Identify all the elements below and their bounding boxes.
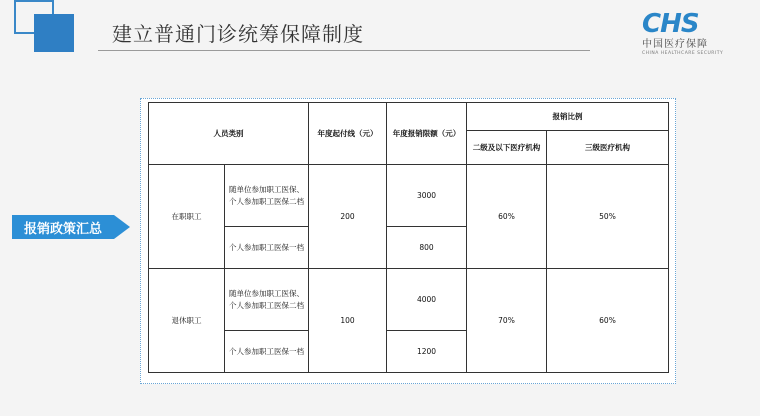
- limit-cell: 4000: [387, 269, 467, 331]
- header-category: 人员类别: [149, 103, 309, 165]
- reimbursement-table: [148, 102, 669, 373]
- ratio-level2-cell: 70%: [467, 269, 547, 373]
- filled-square: [34, 14, 74, 52]
- header-ratio-level2: 二级及以下医疗机构: [467, 131, 547, 165]
- category-cell: 退休职工: [149, 269, 225, 373]
- ratio-level3-cell: 50%: [547, 165, 669, 269]
- header-limit: 年度报销限额（元）: [387, 103, 467, 165]
- deductible-cell: 100: [309, 269, 387, 373]
- subcategory-cell: 个人参加职工医保一档: [225, 227, 309, 269]
- subcategory-cell: 随单位参加职工医保、个人参加职工医保二档: [225, 269, 309, 331]
- ratio-level3-cell: 60%: [547, 269, 669, 373]
- deductible-cell: 200: [309, 165, 387, 269]
- brand-name-cn: 中国医疗保障: [642, 39, 708, 50]
- limit-cell: 800: [387, 227, 467, 269]
- limit-cell: 1200: [387, 331, 467, 373]
- header-ratio-level3: 三级医疗机构: [547, 131, 669, 165]
- subcategory-cell: 随单位参加职工医保、个人参加职工医保二档: [225, 165, 309, 227]
- decorative-squares: [14, 0, 78, 52]
- header-deductible: 年度起付线（元）: [309, 103, 387, 165]
- subcategory-cell: 个人参加职工医保一档: [225, 331, 309, 373]
- arrow-right-icon: [114, 215, 130, 239]
- limit-cell: 3000: [387, 165, 467, 227]
- section-label: [12, 215, 132, 239]
- chs-logo-mark: CHS: [642, 9, 699, 39]
- chs-logo: [642, 10, 738, 64]
- category-cell: 在职职工: [149, 165, 225, 269]
- ratio-level2-cell: 60%: [467, 165, 547, 269]
- brand-name-en: CHINA HEALTHCARE SECURITY: [642, 51, 724, 56]
- title-divider: [98, 50, 590, 51]
- header-ratio: 报销比例: [467, 103, 669, 131]
- page-title: 建立普通门诊统筹保障制度: [112, 22, 364, 46]
- section-label-text: 报销政策汇总: [23, 222, 102, 237]
